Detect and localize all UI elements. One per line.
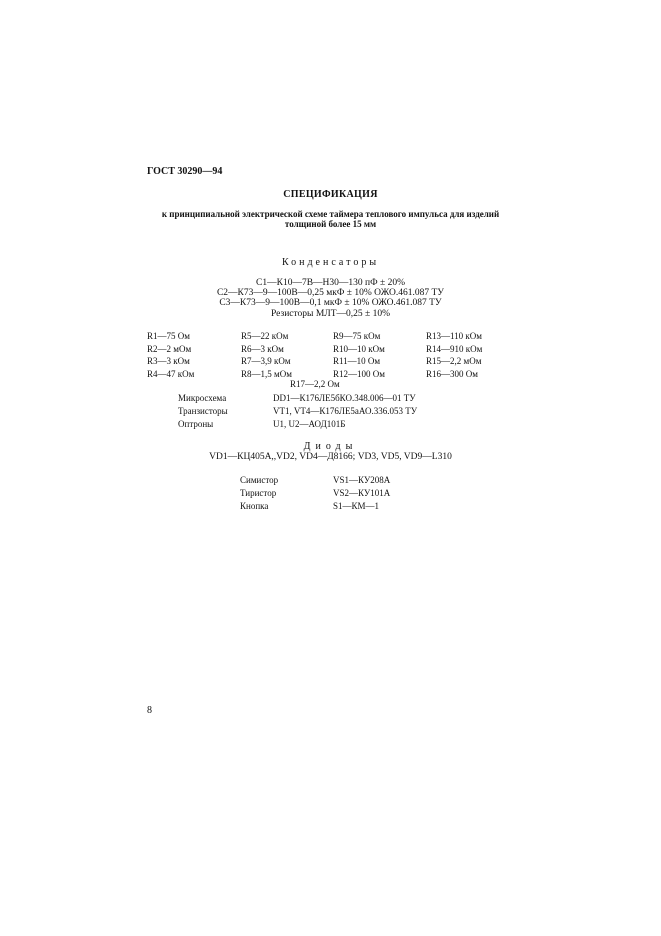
capacitor-item: С1—К10—7В—Н30—130 пФ ± 20% [256,278,405,288]
other-label: Тиристор [240,488,277,498]
other-label: Симистор [240,475,279,485]
diodes-line: VD1—КЦ405А,,VD2, VD4—Д8166; VD3, VD5, VD9—L310 [209,452,452,462]
page-number: 8 [147,705,152,716]
other-value: VS1—КУ208А [333,475,391,485]
document-header: ГОСТ 30290—94 [147,166,223,177]
resistor-item: R11—10 Ом [333,356,381,366]
subtitle-line-1: к принципиальной электрической схеме таймера теплового импульса для изделий [161,209,500,219]
resistor-item: R6—3 кОм [241,344,284,354]
component-value: VT1, VT4—К176ЛЕ5аАО.336.053 ТУ [273,406,418,416]
component-label: Микросхема [178,393,227,403]
resistors-heading: Резисторы МЛТ—0,25 ± 10% [270,309,391,319]
resistor-item: R12—100 Ом [333,369,385,379]
resistor-item: R13—110 кОм [426,331,482,341]
component-value: U1, U2—АОД101Б [273,419,346,429]
subtitle-line-2: толщиной более 15 мм [284,219,377,229]
resistor-item: R10—10 кОм [333,344,385,354]
resistor-item: R8—1,5 мОм [241,369,292,379]
component-label: Оптроны [178,419,214,429]
resistor-item: R5—22 кОм [241,331,289,341]
resistor-item: R3—3 кОм [147,356,190,366]
component-label: Транзисторы [178,406,228,416]
resistor-item: R9—75 кОм [333,331,381,341]
diodes-heading: Диоды [303,441,358,452]
specification-title: СПЕЦИФИКАЦИЯ [283,189,378,200]
resistor-item: R15—2,2 мОм [426,356,482,366]
resistor-item: R16—300 Ом [426,369,478,379]
resistor-item: R1—75 Ом [147,331,190,341]
capacitors-heading: Конденсаторы [281,257,380,268]
capacitor-item: С2—К73—9—100В—0,25 мкФ ± 10% ОЖО.461.087 ТУ [216,288,445,298]
other-value: S1—КМ—1 [333,501,380,511]
capacitor-item: С3—К73—9—100В—0,1 мкФ ± 10% ОЖО.461.087 ТУ [219,298,442,308]
other-value: VS2—КУ101А [333,488,391,498]
resistor-item-last: R17—2,2 Ом [290,379,340,389]
component-value: DD1—К176ЛЕ5бКО.348.006—01 ТУ [273,393,416,403]
other-label: Кнопка [240,501,269,511]
resistor-item: R4—47 кОм [147,369,195,379]
resistor-item: R2—2 мОм [147,344,192,354]
resistor-item: R14—910 кОм [426,344,483,354]
resistor-item: R7—3,9 кОм [241,356,291,366]
